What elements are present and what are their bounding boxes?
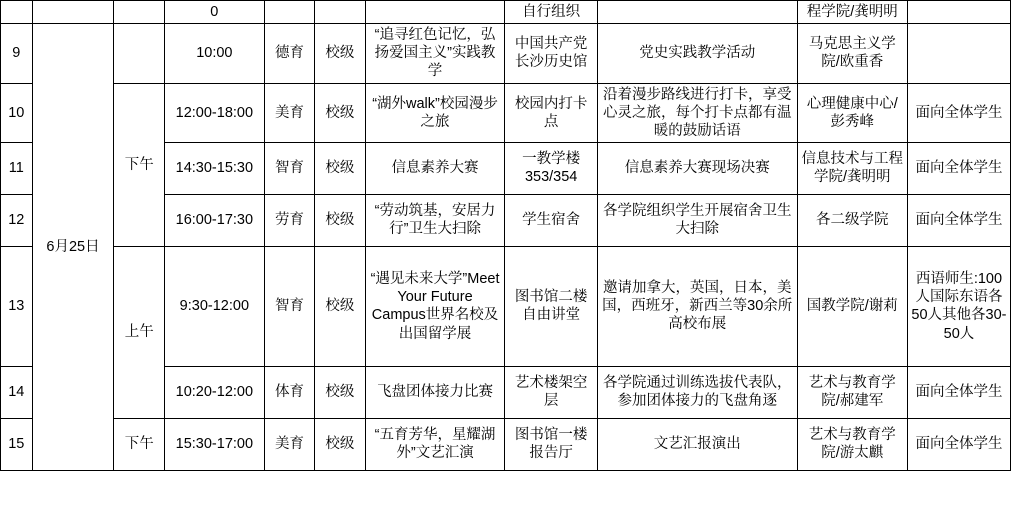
cell-period: 下午 — [114, 83, 164, 246]
cell-place: 图书馆二楼自由讲堂 — [505, 246, 597, 366]
cell-audience: 面向全体学生 — [907, 194, 1010, 246]
cell-audience: 面向全体学生 — [907, 142, 1010, 194]
cell-place: 自行组织 — [505, 1, 597, 24]
table-row — [1, 418, 1011, 470]
cell-level: 校级 — [315, 366, 365, 418]
cell-organizer: 信息技术与工程学院/龚明明 — [797, 142, 907, 194]
cell-content: 邀请加拿大，英国，日本，美国，西班牙，新西兰等30余所高校布展 — [597, 246, 797, 366]
cell-no: 15 — [1, 418, 33, 470]
cell-category: 智育 — [264, 142, 314, 194]
cell-name: 信息素养大赛 — [365, 142, 505, 194]
cell-level: 校级 — [315, 83, 365, 142]
cell-place: 图书馆一楼报告厅 — [505, 418, 597, 470]
cell-audience: 面向全体学生 — [907, 83, 1010, 142]
cell-audience — [907, 1, 1010, 24]
cell-place: 一教学楼353/354 — [505, 142, 597, 194]
cell-category: 美育 — [264, 83, 314, 142]
cell-place: 中国共产党长沙历史馆 — [505, 24, 597, 83]
table-row — [1, 246, 1011, 366]
cell-name: 飞盘团体接力比赛 — [365, 366, 505, 418]
cell-time: 12:00-18:00 — [164, 83, 264, 142]
cell-category: 德育 — [264, 24, 314, 83]
cell-level: 校级 — [315, 24, 365, 83]
cell-content: 各学院组织学生开展宿舍卫生大扫除 — [597, 194, 797, 246]
cell-content: 沿着漫步路线进行打卡，享受心灵之旅，每个打卡点都有温暖的鼓励话语 — [597, 83, 797, 142]
cell-category: 劳育 — [264, 194, 314, 246]
cell-time: 10:00 — [164, 24, 264, 83]
cell-level: 校级 — [315, 142, 365, 194]
cell-audience — [907, 24, 1010, 83]
cell-period — [114, 1, 164, 24]
cell-name — [365, 1, 505, 24]
cell-category — [264, 1, 314, 24]
cell-no: 11 — [1, 142, 33, 194]
cell-time: 9:30-12:00 — [164, 246, 264, 366]
cell-no: 14 — [1, 366, 33, 418]
cell-level: 校级 — [315, 194, 365, 246]
cell-content — [597, 1, 797, 24]
cell-organizer: 国教学院/谢莉 — [797, 246, 907, 366]
cell-content: 各学院通过训练选拔代表队，参加团体接力的飞盘角逐 — [597, 366, 797, 418]
table-row — [1, 83, 1011, 142]
cell-name: “五育芳华，星耀湖外”文艺汇演 — [365, 418, 505, 470]
cell-level — [315, 1, 365, 24]
cell-no: 10 — [1, 83, 33, 142]
cell-date — [32, 1, 114, 24]
cell-no — [1, 1, 33, 24]
cell-content: 文艺汇报演出 — [597, 418, 797, 470]
cell-category: 体育 — [264, 366, 314, 418]
cell-organizer: 程学院/龚明明 — [797, 1, 907, 24]
cell-no: 13 — [1, 246, 33, 366]
cell-period — [114, 24, 164, 83]
cell-no: 12 — [1, 194, 33, 246]
cell-time: 0 — [164, 1, 264, 24]
cell-audience: 西语师生:100人国际东语各50人其他各30-50人 — [907, 246, 1010, 366]
cell-organizer: 艺术与教育学院/游太麒 — [797, 418, 907, 470]
cell-date: 6月25日 — [32, 24, 114, 471]
cell-period: 上午 — [114, 246, 164, 418]
cell-place: 学生宿舍 — [505, 194, 597, 246]
cell-time: 10:20-12:00 — [164, 366, 264, 418]
cell-name: “遇见未来大学”Meet Your Future Campus世界名校及出国留学展 — [365, 246, 505, 366]
cell-organizer: 艺术与教育学院/郝建军 — [797, 366, 907, 418]
cell-no: 9 — [1, 24, 33, 83]
cell-period: 下午 — [114, 418, 164, 470]
cell-time: 15:30-17:00 — [164, 418, 264, 470]
cell-level: 校级 — [315, 246, 365, 366]
cell-organizer: 马克思主义学院/欧重香 — [797, 24, 907, 83]
cell-category: 美育 — [264, 418, 314, 470]
cell-content: 党史实践教学活动 — [597, 24, 797, 83]
cell-place: 艺术楼架空层 — [505, 366, 597, 418]
cell-level: 校级 — [315, 418, 365, 470]
cell-organizer: 各二级学院 — [797, 194, 907, 246]
cell-time: 16:00-17:30 — [164, 194, 264, 246]
cell-category: 智育 — [264, 246, 314, 366]
cell-name: “湖外walk”校园漫步之旅 — [365, 83, 505, 142]
cell-time: 14:30-15:30 — [164, 142, 264, 194]
cell-place: 校园内打卡点 — [505, 83, 597, 142]
cell-audience: 面向全体学生 — [907, 366, 1010, 418]
cell-name: “追寻红色记忆，弘扬爱国主义”实践教学 — [365, 24, 505, 83]
table-row — [1, 24, 1011, 83]
cell-organizer: 心理健康中心/彭秀峰 — [797, 83, 907, 142]
cell-content: 信息素养大赛现场决赛 — [597, 142, 797, 194]
table-row — [1, 1, 1011, 24]
cell-name: “劳动筑基，安居力行”卫生大扫除 — [365, 194, 505, 246]
cell-audience: 面向全体学生 — [907, 418, 1010, 470]
